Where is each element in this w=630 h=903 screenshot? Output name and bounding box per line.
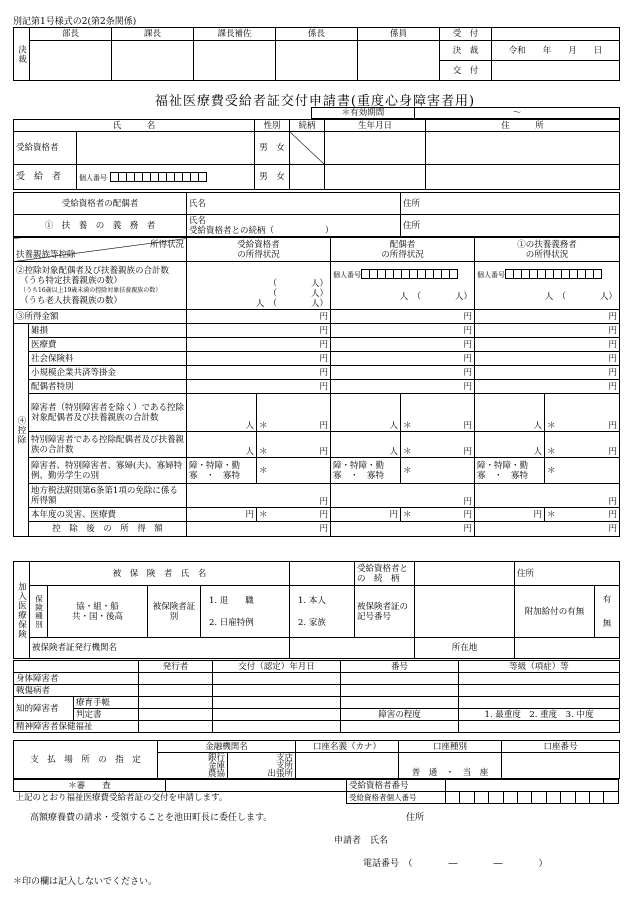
insured-relation-field[interactable]: [415, 562, 515, 586]
income-corner-top: 所得状況: [150, 239, 185, 250]
role-bucho: 部長: [30, 28, 112, 41]
recipient-personal-box-3[interactable]: [474, 792, 488, 804]
receipt-label: 受 付: [440, 28, 492, 41]
income-corner-bottom: 扶養親族等控除: [16, 249, 76, 260]
cert-physical-date[interactable]: [213, 673, 341, 685]
issuer-label: 被保険者証発行機関名: [30, 638, 290, 659]
insured-name-label: 被 保 険 者 氏 名: [30, 562, 290, 586]
personal-number-label: 個人番号: [79, 173, 107, 182]
validity-table: [311, 107, 620, 119]
disabled-deduction-label: 障害者（特別障害者を除く）である控除対象配偶者及び扶養親族の合計数: [29, 394, 187, 432]
cert-war-date[interactable]: [213, 685, 341, 697]
decision-date[interactable]: 令和 年 月 日: [492, 41, 620, 61]
dependents-spouse[interactable]: [331, 262, 475, 310]
recipient-personal-box-5[interactable]: [503, 792, 517, 804]
applicant-name-label: 申請者 氏名: [334, 836, 389, 846]
spouse-personal-number-boxes[interactable]: [361, 269, 457, 280]
card-symbol-label: 被保険者証の記号番号: [355, 586, 415, 638]
special-category-obligor[interactable]: 障・特障・勤 寡 ・ 寡特: [475, 458, 545, 484]
cert-war-issuer[interactable]: [139, 685, 213, 697]
cert-intellectual-issuer-2[interactable]: [139, 709, 213, 721]
deduction-1-obligor[interactable]: 円: [475, 338, 620, 352]
dependents-obligor[interactable]: [475, 262, 620, 310]
birth-header: 生年月日: [325, 120, 426, 132]
deduction-0-obligor[interactable]: 円: [475, 324, 620, 338]
recipient-address-field[interactable]: [426, 132, 620, 165]
dependents-recipient[interactable]: [187, 262, 331, 310]
review-label: ＊審 査: [14, 780, 166, 792]
disabled-amount-recipient[interactable]: ＊ 円: [257, 394, 331, 432]
recipient-personal-box-1[interactable]: [446, 792, 460, 804]
deduction-2-obligor[interactable]: 円: [475, 352, 620, 366]
additional-yes[interactable]: 有: [602, 594, 612, 605]
class-option-2[interactable]: 2. 日雇特例: [209, 617, 254, 628]
payment-label: 支 払 場 所 の 指 定: [14, 741, 158, 779]
disaster-spouse-1[interactable]: 円: [331, 508, 401, 522]
class-option-1[interactable]: 1. 退 職: [209, 595, 254, 606]
obligor-personal-number-label: 個人番号: [477, 270, 506, 279]
cert-row-mental: 精神障害者保健福祉: [14, 721, 139, 733]
dependents-line-1: ②控除対象配偶者及び扶養親族の合計数: [16, 265, 170, 276]
receipt-field[interactable]: [492, 28, 620, 41]
special-category-recipient-star[interactable]: ＊: [257, 458, 331, 484]
holder-birth-field[interactable]: [325, 165, 426, 190]
deduction-0-spouse[interactable]: 円: [331, 324, 475, 338]
dependents-label: [14, 262, 187, 310]
recipient-personal-box-4[interactable]: [489, 792, 503, 804]
role-kacho: 課長: [112, 28, 194, 41]
recipient-personal-box-10[interactable]: [575, 792, 589, 804]
stamp-kakaricho[interactable]: [276, 41, 358, 81]
disabled-amount-obligor-unit: 円: [608, 421, 618, 431]
person-option-2[interactable]: 2. 家族: [298, 617, 326, 628]
address-header: 住 所: [426, 120, 620, 132]
recipient-personal-box-8[interactable]: [546, 792, 560, 804]
personal-number-boxes[interactable]: [110, 172, 206, 183]
approval-table: [13, 27, 620, 81]
holder-sex[interactable]: 男 女: [255, 165, 290, 190]
disaster-obligor-2-unit: 円: [608, 509, 618, 520]
account-name-field[interactable]: [296, 753, 399, 779]
income-corner: [14, 238, 187, 262]
degree-options[interactable]: 1. 最重度 2. 重度 3. 中度: [459, 709, 620, 721]
account-type-label: 口座種別: [399, 741, 502, 753]
disabled-count-spouse[interactable]: 人: [331, 394, 401, 432]
spouse-name-label: 氏名: [189, 198, 207, 209]
net-income-label: 控 除 後 の 所 得 額: [29, 522, 187, 537]
recipient-personal-box-9[interactable]: [561, 792, 575, 804]
location-label: 所在地: [415, 638, 515, 659]
obligor-relation-label: 受給資格者との続柄（ ）: [189, 225, 334, 236]
insured-relation-label: 受給資格者との 続 柄: [355, 562, 415, 586]
cert-physical-issuer[interactable]: [139, 673, 213, 685]
income-col-recipient: 受給資格者 の所得状況: [187, 238, 331, 262]
recipient-relation-slash: [290, 132, 325, 165]
dependents-line-2: （うち特定扶養親族の数）: [20, 275, 123, 286]
holder-label: 受 給 者: [14, 165, 77, 190]
deduction-4-spouse[interactable]: 円: [331, 380, 475, 394]
recipient-personal-box-7[interactable]: [532, 792, 546, 804]
local-tax-recipient[interactable]: 円: [187, 484, 331, 508]
deduction-3-recipient[interactable]: 円: [187, 366, 331, 380]
cert-physical-grade[interactable]: [459, 673, 620, 685]
spouse-person-paren: 人 （ 人）: [399, 291, 473, 302]
special-amount-recipient-unit: 円: [319, 447, 329, 457]
income-amount-spouse[interactable]: 円: [331, 310, 475, 324]
person-table: [13, 119, 620, 190]
cert-intellectual-issuer-1[interactable]: [139, 697, 213, 709]
insured-class-label: 被保険者証 別: [148, 586, 201, 638]
income-col-obligor: ①の扶養義務者 の所得状況: [475, 238, 620, 262]
relation-header: 続柄: [290, 120, 325, 132]
spouse-address-label: 住所: [403, 198, 421, 209]
recipient-personal-box-12[interactable]: [604, 792, 619, 804]
form-title: 福祉医療費受給者証交付申請書(重度心身障害者用): [154, 94, 476, 109]
obligor-person-paren: 人 （ 人）: [544, 291, 618, 302]
cert-header-issuer: 発行者: [139, 661, 213, 673]
cert-header-grade: 等級（項症）等: [459, 661, 620, 673]
insured-address-label: 住所: [517, 568, 535, 579]
recipient-sex[interactable]: 男 女: [255, 132, 290, 165]
bank-types[interactable]: 銀行 金庫 農協: [158, 753, 228, 779]
recipient-personal-box-11[interactable]: [590, 792, 604, 804]
cert-mental-grade[interactable]: [459, 721, 620, 733]
income-amount-obligor[interactable]: 円: [475, 310, 620, 324]
declaration-2: 高額療養費の請求・受領することを池田町長に委任します。: [30, 813, 273, 823]
disaster-spouse-2-unit: 円: [463, 509, 473, 520]
branch-types[interactable]: 支店 支所 出張所: [228, 753, 296, 779]
obligor-personal-number-boxes[interactable]: [505, 269, 601, 280]
certificates-table: [13, 660, 620, 733]
special-disabled-label: 特別障害者である控除配偶者及び扶養親族の合計数: [29, 432, 187, 458]
disabled-count-recipient[interactable]: 人: [187, 394, 257, 432]
cert-row-physical: 身体障害者: [14, 673, 139, 685]
local-tax-obligor[interactable]: 円: [475, 484, 620, 508]
disaster-recipient-1[interactable]: 円: [187, 508, 257, 522]
account-number-label: 口座番号: [502, 741, 620, 753]
declaration-1: 上記のとおり福祉医療費受給者証の交付を申請します。: [14, 792, 347, 804]
disabled-amount-spouse[interactable]: ＊ 円: [401, 394, 475, 432]
issuer-field[interactable]: [290, 638, 415, 659]
recipient-personal-box-2[interactable]: [460, 792, 474, 804]
cert-row-war: 戦傷病者: [14, 685, 139, 697]
review-field: [166, 780, 347, 792]
holder-personal-number[interactable]: [77, 165, 255, 190]
deduction-label-3: 小規模企業共済等掛金: [29, 366, 187, 380]
recipient-personal-number-label: 受給資格者個人番号: [347, 792, 446, 804]
stamp-kacho[interactable]: [112, 41, 194, 81]
validity-range[interactable]: ～: [415, 108, 620, 119]
validity-label: ＊有効期間: [312, 108, 415, 119]
insured-person-options[interactable]: [290, 586, 355, 638]
recipient-name-field[interactable]: [77, 132, 255, 165]
recipient-personal-box-6[interactable]: [518, 792, 532, 804]
recipient-label: 受給資格者: [14, 132, 77, 165]
sex-header: 性別: [255, 120, 290, 132]
deduction-label-2: 社会保険料: [29, 352, 187, 366]
cert-war-grade[interactable]: [459, 685, 620, 697]
additional-no[interactable]: 無: [602, 618, 612, 629]
degree-label: 障害の程度: [341, 709, 459, 721]
form-number: 別記第1号様式の2(第2条関係): [13, 17, 137, 27]
special-amount-recipient[interactable]: ＊ 円: [257, 432, 331, 458]
phone-label: 電話番号 （ ― ― ）: [363, 859, 548, 869]
disaster-spouse-2[interactable]: ＊ 円: [401, 508, 475, 522]
recipient-number-label: 受給資格者番号: [347, 780, 446, 792]
cert-intellectual-sub-2: 判定書: [74, 709, 139, 721]
deduction-0-recipient[interactable]: 円: [187, 324, 331, 338]
cert-intellectual-grade-1[interactable]: [459, 697, 620, 709]
obligor-name-label: 氏名: [189, 215, 207, 226]
spouse-name-field[interactable]: [187, 193, 401, 215]
footnote: ＊印の欄は記入しないでください。: [13, 877, 158, 887]
deduction-side-label: ④控除: [14, 324, 29, 537]
additional-options[interactable]: [595, 586, 620, 638]
spouse-address-field[interactable]: [401, 193, 620, 215]
net-income-obligor[interactable]: 円: [475, 522, 620, 537]
special-count-spouse[interactable]: 人: [331, 432, 401, 458]
spouse-label: 受給資格者の配偶者: [14, 193, 187, 215]
card-symbol-field[interactable]: [415, 586, 515, 638]
recipient-number-field[interactable]: [446, 780, 619, 792]
income-amount-recipient[interactable]: 円: [187, 310, 331, 324]
approval-label: 決裁: [14, 28, 30, 81]
deduction-label-4: 配偶者特別: [29, 380, 187, 394]
role-kacho-hosa: 課長補佐: [194, 28, 276, 41]
disaster-obligor-1[interactable]: 円: [475, 508, 545, 522]
applicant-address-label: 住所: [406, 813, 425, 823]
spouse-personal-number-label: 個人番号: [333, 270, 362, 279]
deduction-3-spouse[interactable]: 円: [331, 366, 475, 380]
deduction-label-0: 雑損: [29, 324, 187, 338]
cert-corner: [14, 661, 139, 673]
deduction-3-obligor[interactable]: 円: [475, 366, 620, 380]
special-category-spouse[interactable]: 障・特障・勤 寡 ・ 寡特: [331, 458, 401, 484]
disabled-amount-spouse-unit: 円: [463, 421, 473, 431]
cert-header-date: 交付（認定）年月日: [213, 661, 341, 673]
cert-intellectual-sub-1: 療育手帳: [74, 697, 139, 709]
special-amount-obligor-unit: 円: [608, 447, 618, 457]
account-number-field[interactable]: [502, 753, 620, 779]
dependents-person-paren: 人 （ 人）: [255, 299, 329, 309]
role-kakaricho: 係長: [276, 28, 358, 41]
stamp-kacho-hosa[interactable]: [194, 41, 276, 81]
special-amount-spouse[interactable]: ＊ 円: [401, 432, 475, 458]
insured-address-field[interactable]: [515, 562, 620, 586]
dependents-paren-2: （ 人）: [268, 289, 329, 299]
cert-mental-date[interactable]: [213, 721, 341, 733]
account-type-value[interactable]: 普 通 ・ 当 座: [399, 753, 502, 779]
deduction-2-recipient[interactable]: 円: [187, 352, 331, 366]
name-header: 氏 名: [14, 120, 255, 132]
obligor-address-label: 住所: [403, 220, 421, 231]
dependents-paren-1: （ 人）: [268, 279, 329, 289]
cert-intellectual-number-1[interactable]: [341, 697, 459, 709]
special-amount-spouse-unit: 円: [463, 447, 473, 457]
disabled-amount-obligor[interactable]: ＊ 円: [545, 394, 620, 432]
spouse-table: [13, 192, 620, 237]
cert-intellectual-date-2[interactable]: [213, 709, 341, 721]
cert-war-number[interactable]: [341, 685, 459, 697]
net-income-spouse[interactable]: 円: [331, 522, 475, 537]
income-table: [13, 237, 620, 537]
insured-class-options[interactable]: [201, 586, 290, 638]
special-category-spouse-star[interactable]: ＊: [401, 458, 475, 484]
deduction-4-obligor[interactable]: 円: [475, 380, 620, 394]
insurance-type-label: 保険種別: [30, 586, 48, 638]
obligor-label: ① 扶 養 の 義 務 者: [14, 215, 187, 237]
deduction-4-recipient[interactable]: 円: [187, 380, 331, 394]
delivery-label: 交 付: [440, 61, 492, 81]
special-category-obligor-star[interactable]: ＊: [545, 458, 620, 484]
holder-address-field[interactable]: [426, 165, 620, 190]
stamp-bucho[interactable]: [30, 41, 112, 81]
special-category-label: 障害者、特別障害者、寡婦(夫)、寡婦特例、勤労学生の別: [29, 458, 187, 484]
cert-mental-number[interactable]: [341, 721, 459, 733]
insurance-table: [13, 561, 620, 659]
account-name-label: 口座名義（カナ）: [296, 741, 399, 753]
obligor-name-field[interactable]: [187, 215, 401, 237]
special-count-recipient[interactable]: 人: [187, 432, 257, 458]
disaster-obligor-2[interactable]: ＊ 円: [545, 508, 620, 522]
disaster-recipient-2-unit: 円: [319, 509, 329, 520]
deduction-2-spouse[interactable]: 円: [331, 352, 475, 366]
insurance-type-options[interactable]: 協・組・船 共・国・後高: [48, 586, 148, 638]
cert-mental-issuer[interactable]: [139, 721, 213, 733]
review-table: [13, 779, 619, 804]
cert-intellectual-date-1[interactable]: [213, 697, 341, 709]
recipient-birth-field[interactable]: [325, 132, 426, 165]
special-count-obligor[interactable]: 人: [475, 432, 545, 458]
person-option-1[interactable]: 1. 本人: [298, 595, 326, 606]
delivery-field[interactable]: [492, 61, 620, 81]
dependents-line-3: （うち16歳以上19歳未満の控除対象扶養親族の数）: [20, 286, 162, 294]
payment-table: [13, 740, 620, 779]
holder-relation-field[interactable]: [290, 165, 325, 190]
special-amount-obligor[interactable]: ＊ 円: [545, 432, 620, 458]
disaster-recipient-2[interactable]: ＊ 円: [257, 508, 331, 522]
income-col-spouse: 配偶者 の所得状況: [331, 238, 475, 262]
cert-row-intellectual: 知的障害者: [14, 697, 74, 721]
disaster-label: 本年度の災害、医療費: [29, 508, 187, 522]
deduction-label-1: 医療費: [29, 338, 187, 352]
location-field[interactable]: [515, 638, 620, 659]
obligor-address-field[interactable]: [401, 215, 620, 237]
insured-name-field[interactable]: [290, 562, 355, 586]
additional-label: 附加給付の有無: [515, 586, 595, 638]
income-amount-label: ③所得金額: [14, 310, 187, 324]
bank-label: 金融機関名: [158, 741, 296, 753]
disabled-count-obligor[interactable]: 人: [475, 394, 545, 432]
stamp-kakariin[interactable]: [358, 41, 440, 81]
dependents-line-4: （うち老人扶養親族の数）: [20, 295, 123, 306]
disabled-amount-recipient-unit: 円: [319, 421, 329, 431]
net-income-recipient[interactable]: 円: [187, 522, 331, 537]
local-tax-spouse[interactable]: 円: [331, 484, 475, 508]
deduction-1-spouse[interactable]: 円: [331, 338, 475, 352]
local-tax-label: 地方税法附則第6条第1項の免除に係る所得額: [29, 484, 187, 508]
cert-header-number: 番号: [341, 661, 459, 673]
decision-label: 決 裁: [440, 41, 492, 61]
deduction-1-recipient[interactable]: 円: [187, 338, 331, 352]
cert-physical-number[interactable]: [341, 673, 459, 685]
role-kakariin: 係員: [358, 28, 440, 41]
special-category-recipient[interactable]: 障・特障・勤 寡 ・ 寡特: [187, 458, 257, 484]
insurance-side-label: 加入医療保険: [14, 562, 30, 659]
